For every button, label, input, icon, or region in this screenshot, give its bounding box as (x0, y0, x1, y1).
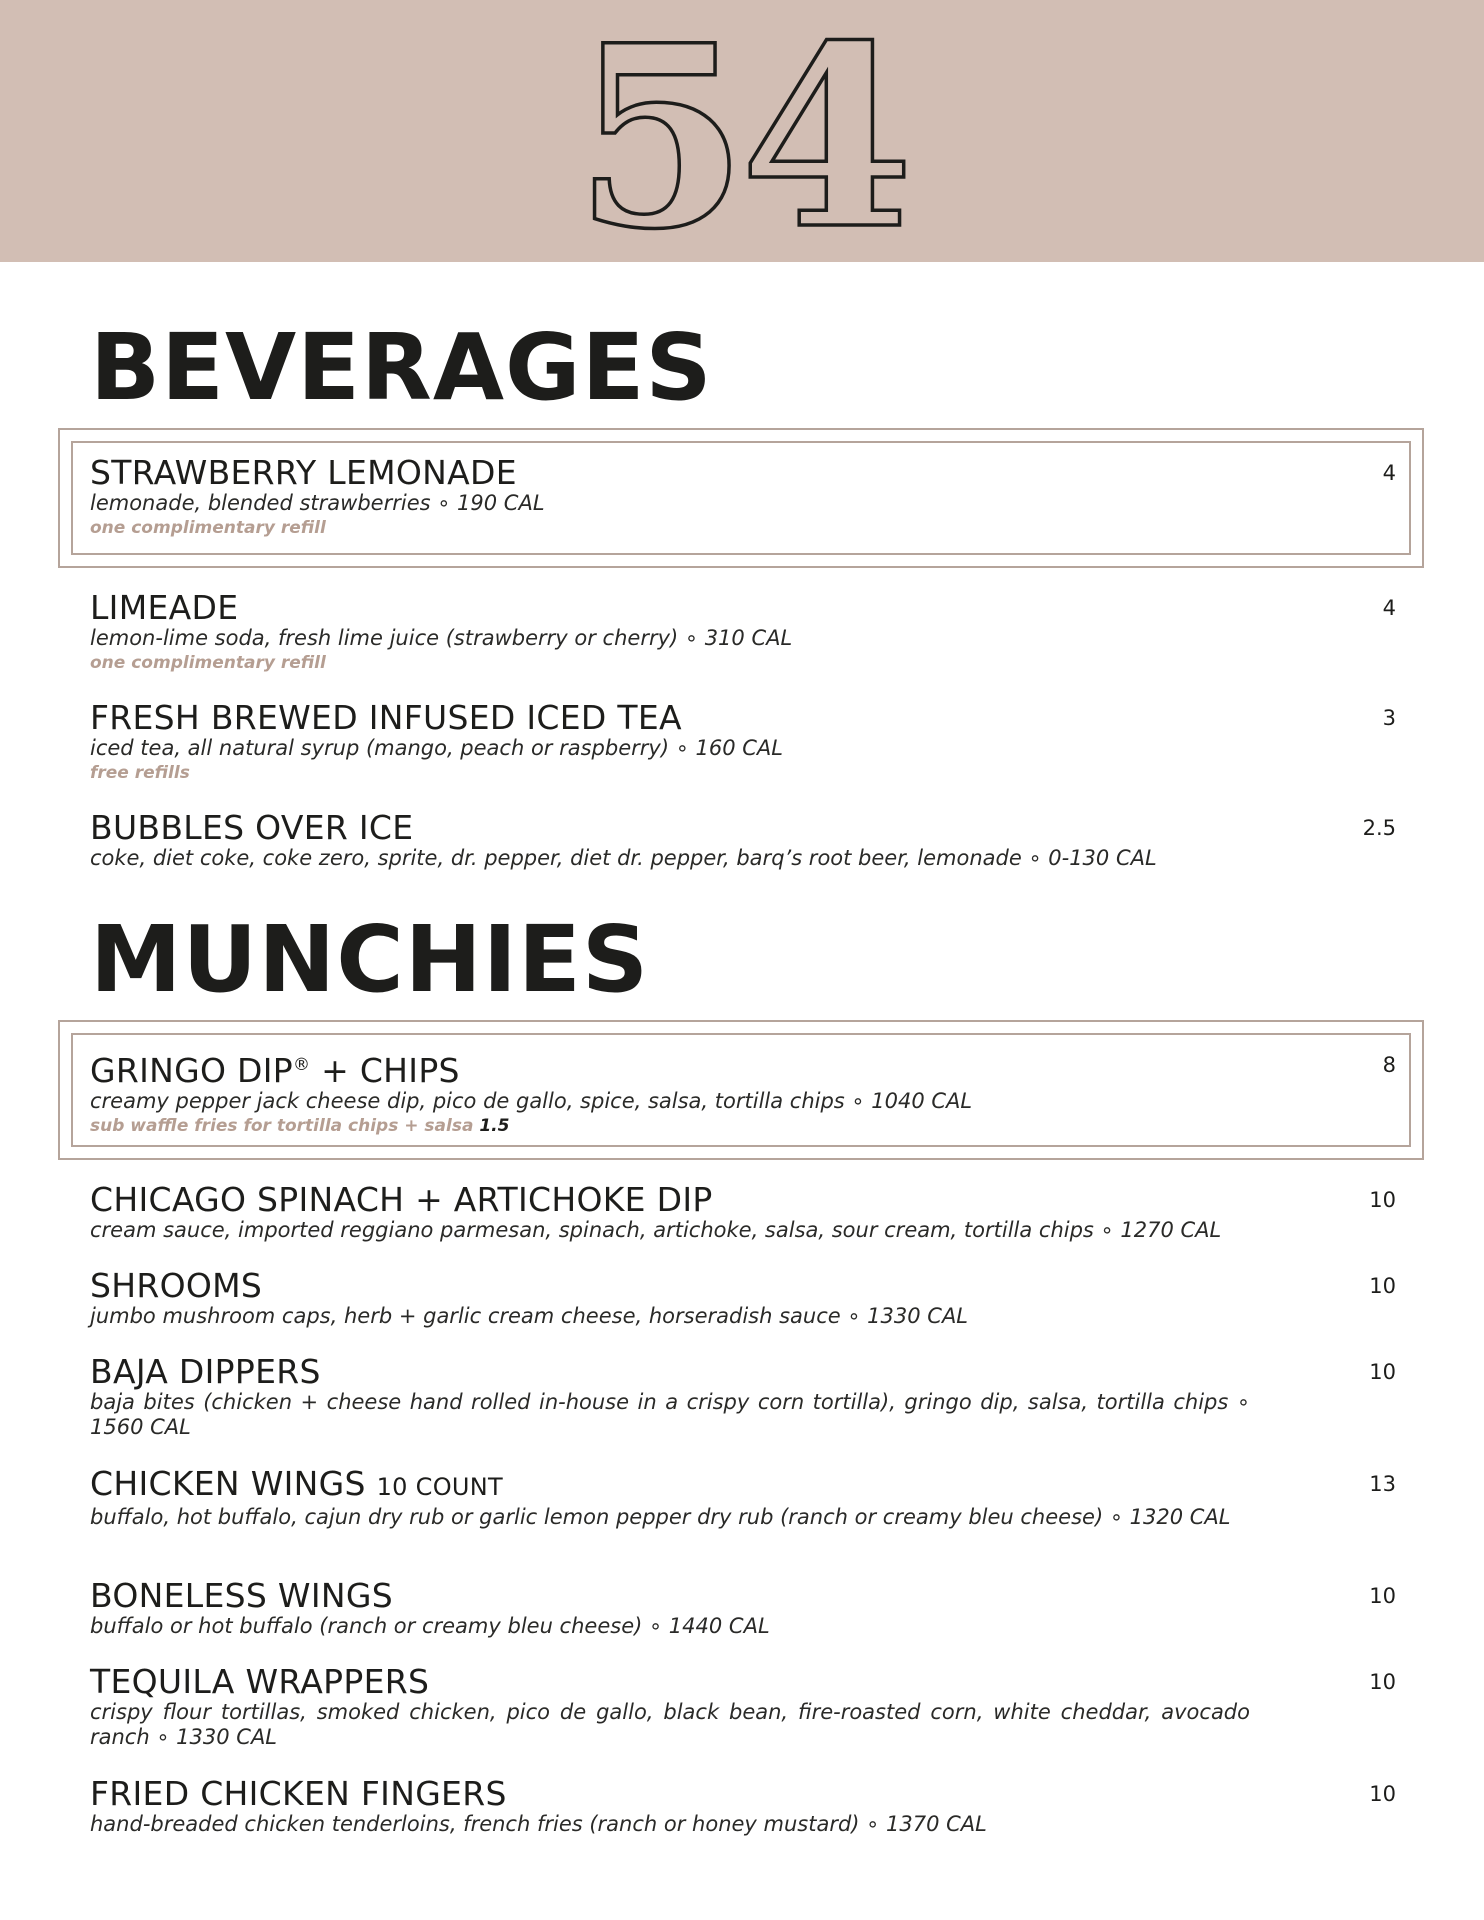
item-name: SHROOMS (90, 1266, 263, 1305)
item-price: 10 (1369, 1188, 1396, 1212)
item-price: 3 (1382, 706, 1396, 730)
section-title-munchies: MUNCHIES (90, 906, 650, 1013)
menu-item-iced-tea (90, 700, 1396, 785)
item-name-text: CHICKEN WINGS (90, 1464, 366, 1503)
registered-mark: ® (293, 1055, 311, 1075)
item-name: CHICAGO SPINACH + ARTICHOKE DIP (90, 1180, 713, 1219)
item-name (90, 1047, 1396, 1089)
item-price: 4 (1382, 461, 1396, 485)
item-description: crispy flour tortillas, smoked chicken, pico de gallo, black bean, fire-roasted corn, white cheddar, avocado ranch ∘ 1330 CAL (90, 1700, 1250, 1749)
item-price: 10 (1369, 1782, 1396, 1806)
item-price: 13 (1369, 1472, 1396, 1496)
item-price: 10 (1369, 1360, 1396, 1384)
item-description: baja bites (chicken + cheese hand rolled in-house in a crispy corn tortilla), gringo dip, salsa, tortilla chips ∘ 1560 CAL (90, 1390, 1250, 1439)
menu-item-strawberry-lemonade (90, 455, 1396, 540)
item-description: coke, diet coke, coke zero, sprite, dr. pepper, diet dr. pepper, barq’s root beer, lemonade ∘ 0-130 CAL (90, 846, 1157, 870)
menu-item-tequila-wrappers (90, 1664, 1396, 1750)
item-description: cream sauce, imported reggiano parmesan, spinach, artichoke, salsa, sour cream, tortilla chips ∘ 1270 CAL (90, 1218, 1222, 1242)
item-count: 10 COUNT (376, 1473, 503, 1501)
item-name-suffix: + CHIPS (310, 1051, 460, 1090)
item-note: free refills (90, 763, 190, 783)
menu-item-spinach-artichoke-dip (90, 1182, 1396, 1243)
logo (574, 0, 906, 284)
logo-number: 54 (574, 0, 906, 284)
item-note (90, 1114, 1396, 1138)
menu-item-baja-dippers (90, 1354, 1396, 1440)
item-description: buffalo, hot buffalo, cajun dry rub or garlic lemon pepper dry rub (ranch or creamy bleu cheese) ∘ 1320 CAL (90, 1505, 1231, 1529)
item-name: TEQUILA WRAPPERS (90, 1662, 430, 1701)
item-name: STRAWBERRY LEMONADE (90, 453, 517, 492)
item-name (90, 1466, 1396, 1505)
item-description: buffalo or hot buffalo (ranch or creamy bleu cheese) ∘ 1440 CAL (90, 1614, 770, 1638)
menu-item-fried-chicken-fingers (90, 1776, 1396, 1837)
item-name: LIMEADE (90, 588, 239, 627)
menu-item-chicken-wings (90, 1466, 1396, 1530)
item-price: 10 (1369, 1670, 1396, 1694)
item-description: lemonade, blended strawberries ∘ 190 CAL (90, 491, 545, 515)
item-price: 2.5 (1362, 816, 1396, 840)
item-price: 4 (1382, 596, 1396, 620)
item-price: 8 (1382, 1053, 1396, 1077)
item-price: 10 (1369, 1274, 1396, 1298)
section-title-beverages: BEVERAGES (90, 314, 713, 421)
menu-item-bubbles-over-ice (90, 810, 1396, 871)
menu-item-shrooms (90, 1268, 1396, 1329)
item-name: BAJA DIPPERS (90, 1352, 321, 1391)
menu-item-gringo-dip (90, 1047, 1396, 1138)
header-banner (0, 0, 1484, 284)
item-description: creamy pepper jack cheese dip, pico de gallo, spice, salsa, tortilla chips ∘ 1040 CAL (90, 1089, 973, 1113)
menu-item-boneless-wings (90, 1578, 1396, 1639)
item-note-text: sub waffle fries for tortilla chips + salsa (90, 1116, 474, 1136)
item-description: hand-breaded chicken tenderloins, french fries (ranch or honey mustard) ∘ 1370 CAL (90, 1812, 987, 1836)
item-name: FRESH BREWED INFUSED ICED TEA (90, 698, 682, 737)
item-name: BONELESS WINGS (90, 1576, 393, 1615)
item-description: iced tea, all natural syrup (mango, peach or raspberry) ∘ 160 CAL (90, 736, 783, 760)
item-name: BUBBLES OVER ICE (90, 808, 414, 847)
item-note: one complimentary refill (90, 518, 326, 538)
item-description: jumbo mushroom caps, herb + garlic cream cheese, horseradish sauce ∘ 1330 CAL (90, 1304, 969, 1328)
item-description: lemon-lime soda, fresh lime juice (strawberry or cherry) ∘ 310 CAL (90, 626, 793, 650)
menu-item-limeade (90, 590, 1396, 675)
item-price: 10 (1369, 1584, 1396, 1608)
item-note: one complimentary refill (90, 653, 326, 673)
item-note-price: 1.5 (479, 1116, 510, 1136)
item-name-text: GRINGO DIP (90, 1051, 293, 1090)
item-name: FRIED CHICKEN FINGERS (90, 1774, 507, 1813)
